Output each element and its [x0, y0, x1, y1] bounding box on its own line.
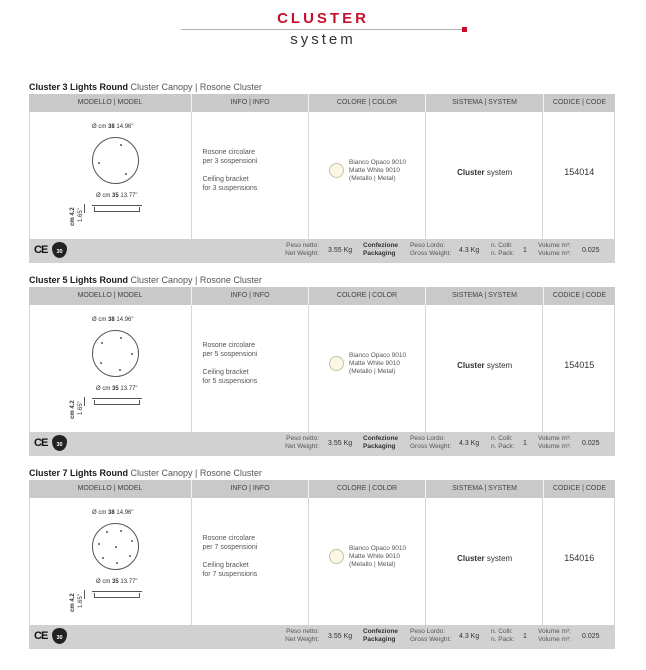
code-cell: [542, 112, 614, 239]
info-it-line-2: per 3 sospensioni: [202, 158, 258, 165]
product-section-5-lights: [29, 273, 615, 456]
degree-30-icon: 30: [52, 435, 67, 451]
system-name-bold: Cluster: [457, 554, 485, 563]
volume-value: 0.025: [582, 440, 600, 447]
degree-30-icon: 30: [52, 242, 67, 258]
canopy-side-top: [92, 591, 142, 592]
packaging-label: Confezione Packaging: [363, 435, 399, 450]
header-system: SISTEMA | SYSTEM: [425, 287, 543, 305]
volume-label: Volume m³: Volume m³:: [538, 435, 571, 450]
model-drawing: [30, 112, 191, 239]
header-color: COLORE | COLOR: [308, 94, 425, 112]
net-weight-value: 3.55 Kg: [328, 633, 353, 640]
diameter-bottom-label: Ø cm 35 13.77": [96, 193, 138, 199]
canopy-side-view: [94, 593, 140, 598]
pack-count-value: 1: [523, 247, 527, 254]
header-model: MODELLO | MODEL: [77, 485, 143, 492]
header-info: INFO | INFO: [191, 480, 308, 498]
suspension-hole: [131, 353, 133, 355]
gross-weight-label: Peso Lordo: Gross Weight:: [410, 435, 452, 450]
gross-weight-label: Peso Lordo: Gross Weight:: [410, 628, 452, 643]
header-model: MODELLO | MODEL: [77, 99, 143, 106]
canopy-side-top: [92, 205, 142, 206]
table-header: [29, 480, 615, 498]
code-cell: [542, 305, 614, 432]
system-name-bold: Cluster: [457, 361, 485, 370]
color-name-it: Bianco Opaco 9010: [349, 352, 407, 359]
header-info: INFO | INFO: [191, 94, 308, 112]
diameter-top-label: Ø cm 38 14.96": [92, 510, 134, 516]
color-material: (Metallo | Metal): [349, 175, 396, 182]
suspension-hole: [98, 162, 100, 164]
section-title-product: Cluster 7 Lights Round: [29, 468, 128, 478]
header-code: CODICE | CODE: [543, 480, 615, 498]
gross-weight-label: Peso Lordo: Gross Weight:: [410, 242, 452, 257]
system-name-rest: system: [484, 168, 513, 177]
product-code: 154016: [564, 553, 595, 563]
brand-header: [0, 0, 646, 60]
suspension-hole: [119, 369, 121, 371]
canopy-side-top: [92, 398, 142, 399]
brand-subtitle: system: [290, 31, 356, 48]
ce-mark: CE: [34, 244, 48, 256]
height-label: cm 4.2 1.65": [70, 593, 84, 612]
model-drawing: [30, 305, 191, 432]
section-title: [29, 466, 615, 480]
canopy-top-view: [92, 330, 139, 377]
packaging-label: Confezione Packaging: [363, 242, 399, 257]
color-swatch: [329, 549, 344, 564]
gross-weight-value: 4.3 Kg: [459, 440, 480, 447]
packaging-label: Confezione Packaging: [363, 628, 399, 643]
color-material: (Metallo | Metal): [349, 561, 396, 568]
diameter-bottom-label: Ø cm 35 13.77": [96, 386, 138, 392]
code-cell: [542, 498, 614, 625]
info-en-line-2: for 3 suspensions: [202, 185, 258, 192]
header-system: SISTEMA | SYSTEM: [425, 480, 543, 498]
section-title: [29, 80, 615, 94]
info-it-line-2: per 7 sospensioni: [202, 544, 258, 551]
ce-mark: CE: [34, 437, 48, 449]
diameter-top-label: Ø cm 38 14.96": [92, 124, 134, 130]
product-section-7-lights: [29, 466, 615, 649]
system-name-bold: Cluster: [457, 168, 485, 177]
net-weight-label: Peso netto: Net Weight:: [285, 628, 319, 643]
net-weight-label: Peso netto: Net Weight:: [285, 435, 319, 450]
height-label: cm 4.2 1.65": [70, 207, 84, 226]
gross-weight-value: 4.3 Kg: [459, 247, 480, 254]
section-title-subtitle: Cluster Canopy | Rosone Cluster: [128, 82, 262, 92]
color-cell: [308, 305, 425, 432]
table-header: [29, 287, 615, 305]
section-title-product: Cluster 5 Lights Round: [29, 275, 128, 285]
section-title: [29, 273, 615, 287]
suspension-hole: [120, 144, 122, 146]
pack-count-label: n. Colli: n. Pack:: [491, 628, 515, 643]
info-it-line-2: per 5 sospensioni: [202, 351, 258, 358]
suspension-hole: [106, 531, 108, 533]
canopy-side-view: [94, 207, 140, 212]
canopy-side-view: [94, 400, 140, 405]
suspension-hole: [101, 342, 103, 344]
info-en-line-2: for 7 suspensions: [202, 571, 258, 578]
net-weight-value: 3.55 Kg: [328, 247, 353, 254]
system-name-rest: system: [484, 361, 513, 370]
canopy-top-view: [92, 137, 139, 184]
volume-label: Volume m³: Volume m³:: [538, 242, 571, 257]
suspension-hole: [100, 362, 102, 364]
table-footer: [29, 432, 615, 456]
net-weight-label: Peso netto: Net Weight:: [285, 242, 319, 257]
system-cell: [425, 112, 543, 239]
height-label: cm 4.2 1.65": [70, 400, 84, 419]
color-swatch: [329, 163, 344, 178]
color-cell: [308, 112, 425, 239]
info-cell: [191, 305, 308, 432]
header-code: CODICE | CODE: [543, 287, 615, 305]
pack-count-value: 1: [523, 633, 527, 640]
diameter-top-label: Ø cm 38 14.96": [92, 317, 134, 323]
brand-title: CLUSTER: [277, 10, 369, 27]
product-section-3-lights: [29, 80, 615, 263]
header-code: CODICE | CODE: [543, 94, 615, 112]
suspension-hole: [102, 557, 104, 559]
system-cell: [425, 305, 543, 432]
header-model: MODELLO | MODEL: [77, 292, 143, 299]
info-en-line-1: Ceiling bracket: [202, 176, 249, 183]
table-row: [29, 498, 615, 625]
section-title-subtitle: Cluster Canopy | Rosone Cluster: [128, 468, 262, 478]
net-weight-value: 3.55 Kg: [328, 440, 353, 447]
suspension-hole: [125, 173, 127, 175]
header-color: COLORE | COLOR: [308, 287, 425, 305]
color-name-it: Bianco Opaco 9010: [349, 159, 407, 166]
pack-count-label: n. Colli: n. Pack:: [491, 435, 515, 450]
section-title-product: Cluster 3 Lights Round: [29, 82, 128, 92]
suspension-hole: [120, 530, 122, 532]
color-name-en: Matte White 9010: [349, 553, 400, 560]
table-header: [29, 94, 615, 112]
info-it-line-1: Rosone circolare: [202, 149, 255, 156]
info-en-line-1: Ceiling bracket: [202, 562, 249, 569]
info-cell: [191, 112, 308, 239]
product-code: 154014: [564, 167, 595, 177]
color-swatch: [329, 356, 344, 371]
table-footer: [29, 625, 615, 649]
suspension-hole: [129, 555, 131, 557]
product-code: 154015: [564, 360, 595, 370]
color-name-en: Matte White 9010: [349, 360, 400, 367]
suspension-hole: [120, 337, 122, 339]
volume-value: 0.025: [582, 247, 600, 254]
pack-count-label: n. Colli: n. Pack:: [491, 242, 515, 257]
color-name-it: Bianco Opaco 9010: [349, 545, 407, 552]
color-material: (Metallo | Metal): [349, 368, 396, 375]
table-row: [29, 112, 615, 239]
info-cell: [191, 498, 308, 625]
info-it-line-1: Rosone circolare: [202, 535, 255, 542]
gross-weight-value: 4.3 Kg: [459, 633, 480, 640]
info-it-line-1: Rosone circolare: [202, 342, 255, 349]
suspension-hole-center: [115, 546, 117, 548]
header-info: INFO | INFO: [191, 287, 308, 305]
system-cell: [425, 498, 543, 625]
section-title-subtitle: Cluster Canopy | Rosone Cluster: [128, 275, 262, 285]
pack-count-value: 1: [523, 440, 527, 447]
degree-30-icon: 30: [52, 628, 67, 644]
header-system: SISTEMA | SYSTEM: [425, 94, 543, 112]
ce-mark: CE: [34, 630, 48, 642]
color-cell: [308, 498, 425, 625]
model-drawing: [30, 498, 191, 625]
volume-value: 0.025: [582, 633, 600, 640]
suspension-hole: [131, 540, 133, 542]
color-name-en: Matte White 9010: [349, 167, 400, 174]
suspension-hole: [98, 543, 100, 545]
header-color: COLORE | COLOR: [308, 480, 425, 498]
info-en-line-1: Ceiling bracket: [202, 369, 249, 376]
suspension-hole: [116, 562, 118, 564]
brand-divider: [181, 29, 465, 30]
system-name-rest: system: [484, 554, 513, 563]
info-en-line-2: for 5 suspensions: [202, 378, 258, 385]
diameter-bottom-label: Ø cm 35 13.77": [96, 579, 138, 585]
volume-label: Volume m³: Volume m³:: [538, 628, 571, 643]
table-footer: [29, 239, 615, 263]
canopy-top-view: [92, 523, 139, 570]
table-row: [29, 305, 615, 432]
